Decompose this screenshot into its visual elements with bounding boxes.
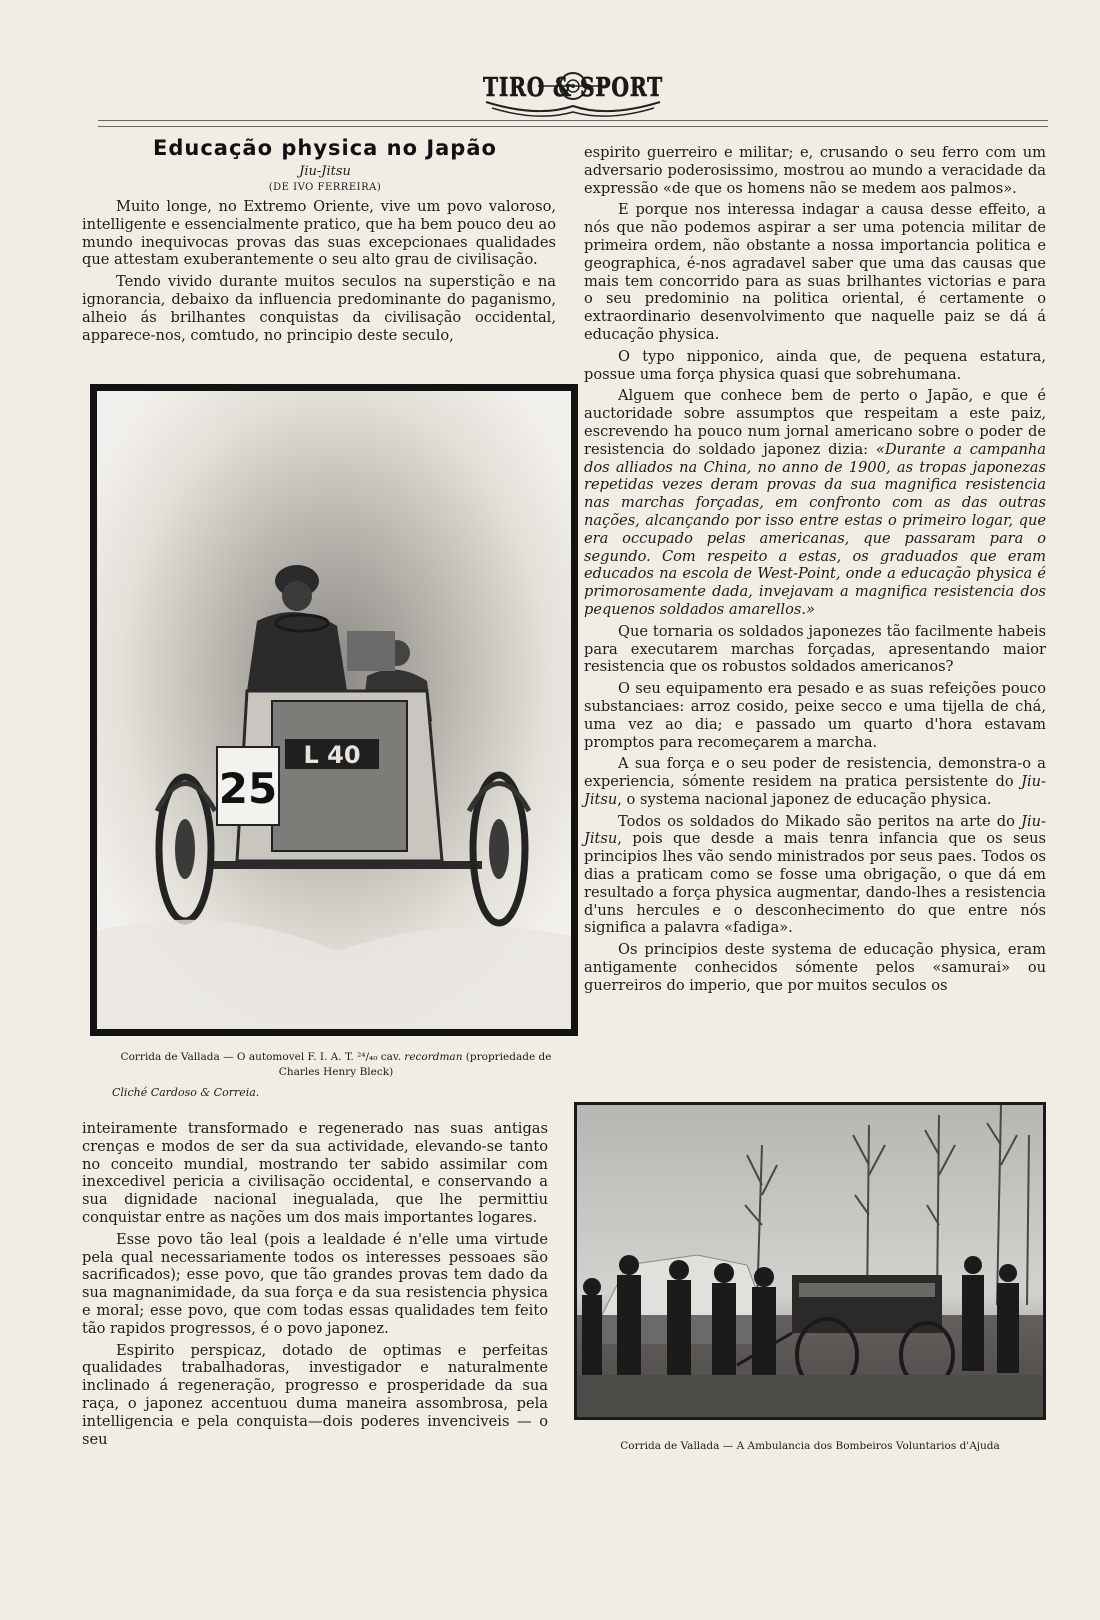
paragraph: Muito longe, no Extremo Oriente, vive um povo valoroso, intelligente e essencialmente pratico, que ha bem pouco deu ao mundo inequivocas provas das suas excepcionaes qualidades que attestam exuberantemente o seu alto grau de civilisação. [82, 198, 556, 269]
paragraph: inteiramente transformado e regenerado nas suas antigas crenças e modos de ser da sua actividade, elevando-se tanto no conceito mundial, mostrando ter sabido assimilar com inexcedivel pericia a civilisação occidental, e conservando a sua dignidade nacional inegualada, que lhe permittiu conquistar entre as nações um dos mais importantes logares. [82, 1120, 548, 1226]
column-left-bottom [82, 1120, 548, 1448]
plate-code: L 40 [303, 741, 361, 769]
paragraph: Esse povo tão leal (pois a lealdade é n'elle uma virtude pela qual necessariamente todos os interesses pessoaes são sacrificados); esse povo, que tão grandes provas tem dado da sua magnanimidade, da sua força e da sua resistencia physica e moral; esse povo, que com todas essas qualidades tem feito tão rapidos progressos, é o povo japonez. [82, 1230, 548, 1337]
masthead-logo [478, 62, 668, 118]
paragraph: Os principios deste systema de educação physica, eram antigamente conhecidos sómente pelos «samurai» ou guerreiros do imperio, que por muitos seculos os [584, 941, 1046, 994]
paragraph: A sua força e o seu poder de resistencia, demonstra-o a experiencia, sómente residem na pratica persistente do Jiu-Jitsu, o systema nacional japonez de educação physica. [584, 755, 1046, 808]
paragraph: E porque nos interessa indagar a causa desse effeito, a nós que não podemos aspirar a ser uma potencia militar de primeira ordem, não obstante a nossa importancia politica e geographica, é-nos agradavel saber que uma das causas que mais tem concorrido para as suas brilhantes victorias e para o seu predominio na politica oriental, é certamente o extraordinario desenvolvimento que naquelle paiz se dá á educação physica. [584, 201, 1046, 343]
quote: «Durante a campanha dos alliados na China, no anno de 1900, as tropas japonezas repetidas vezes deram provas da sua magnifica resistencia nas marchas forçadas, em confronto com as das outras nações, alcançando por isso entre estas o primeiro logar, que era occupado pelas americanas, que passaram para o segundo. Com respeito a estas, os graduados que eram educados na escola de West-Point, onde a educação physica é primorosamente dada, invejavam a magnifica resistencia dos pequenos soldados amarellos.» [584, 440, 1047, 618]
photo-caption-automobile: Corrida de Vallada — O automovel F. I. A. T. ²⁴/₄₀ cav. recordman (propriedade de Charles Henry Bleck) [120, 1051, 552, 1078]
photo-ambulance [574, 1102, 1046, 1420]
photo-automobile [90, 384, 578, 1036]
photo-credit: Cliché Cardoso & Correia. [112, 1086, 260, 1099]
column-right [584, 144, 1046, 995]
article-title: Educação physica no Japão [153, 136, 497, 160]
paragraph: Todos os soldados do Mikado são peritos na arte do Jiu-Jitsu, pois que desde a mais tenra infancia que os seus principios lhes vão sendo ministrados por seus paes. Todos os dias a praticam como se fosse uma obrigação, o que dá em resultado a força physica augmentar, dando-lhes a resistencia d'uns hercules e o desconhecimento do que entre nós significa a palavra «fadiga». [584, 812, 1046, 937]
plate-number: 25 [218, 764, 278, 813]
photo-caption-ambulance: Corrida de Vallada — A Ambulancia dos Bombeiros Voluntarios d'Ajuda [620, 1440, 1000, 1452]
paragraph: Tendo vivido durante muitos seculos na superstição e na ignorancia, debaixo da influencia predominante do paganismo, alheio ás brilhantes conquistas da civilisação occidental, apparece-nos, comtudo, no principio deste seculo, [82, 273, 556, 344]
paragraph: O typo nipponico, ainda que, de pequena estatura, possue uma força physica quasi que sobrehumana. [584, 347, 1046, 383]
column-left-top [82, 198, 556, 344]
paragraph: Que tornaria os soldados japonezes tão facilmente habeis para executarem marchas forçadas, apresentando maior resistencia que os robustos soldados americanos? [584, 622, 1046, 676]
paragraph: Espirito perspicaz, dotado de optimas e perfeitas qualidades trabalhadoras, investigador e naturalmente inclinado á regeneração, progresso e prosperidade da sua raça, o japonez accentuou duma maneira assombrosa, pela intelligencia e pela conquista—dois poderes invenciveis — o seu [82, 1341, 548, 1448]
header-rule [98, 120, 1048, 121]
article-author: (DE IVO FERREIRA) [268, 182, 382, 193]
paragraph: espirito guerreiro e militar; e, crusando o seu ferro com um adversario poderosissimo, mostrou ao mundo a veracidade da expressão «de que os homens não se medem aos palmos». [584, 144, 1046, 197]
article-subtitle: Jiu-Jitsu [299, 164, 351, 179]
paragraph: Alguem que conhece bem de perto o Japão, e que é auctoridade sobre assumptos que respeitam a este paiz, escrevendo ha pouco num jornal americano sobre o poder de resistencia do soldado japonez dizia: «Durante a campanha dos alliados na China, no anno de 1900, as tropas japonezas repetidas vezes deram provas da sua magnifica resistencia nas marchas forçadas, em confronto com as das outras nações, alcançando por isso entre estas o primeiro logar, que era occupado pelas americanas, que passaram para o segundo. Com respeito a estas, os graduados que eram educados na escola de West-Point, onde a educação physica é primorosamente dada, invejavam a magnifica resistencia dos pequenos soldados amarellos.» [584, 387, 1047, 618]
masthead-text: TIRO & SPORT [483, 73, 663, 103]
header-rule-thin [98, 126, 1048, 127]
paragraph: O seu equipamento era pesado e as suas refeições pouco substanciaes: arroz cosido, peixe secco e uma tijella de chá, uma vez ao dia; e passado um quarto d'hora estavam promptos para recomeçarem a marcha. [584, 680, 1046, 751]
